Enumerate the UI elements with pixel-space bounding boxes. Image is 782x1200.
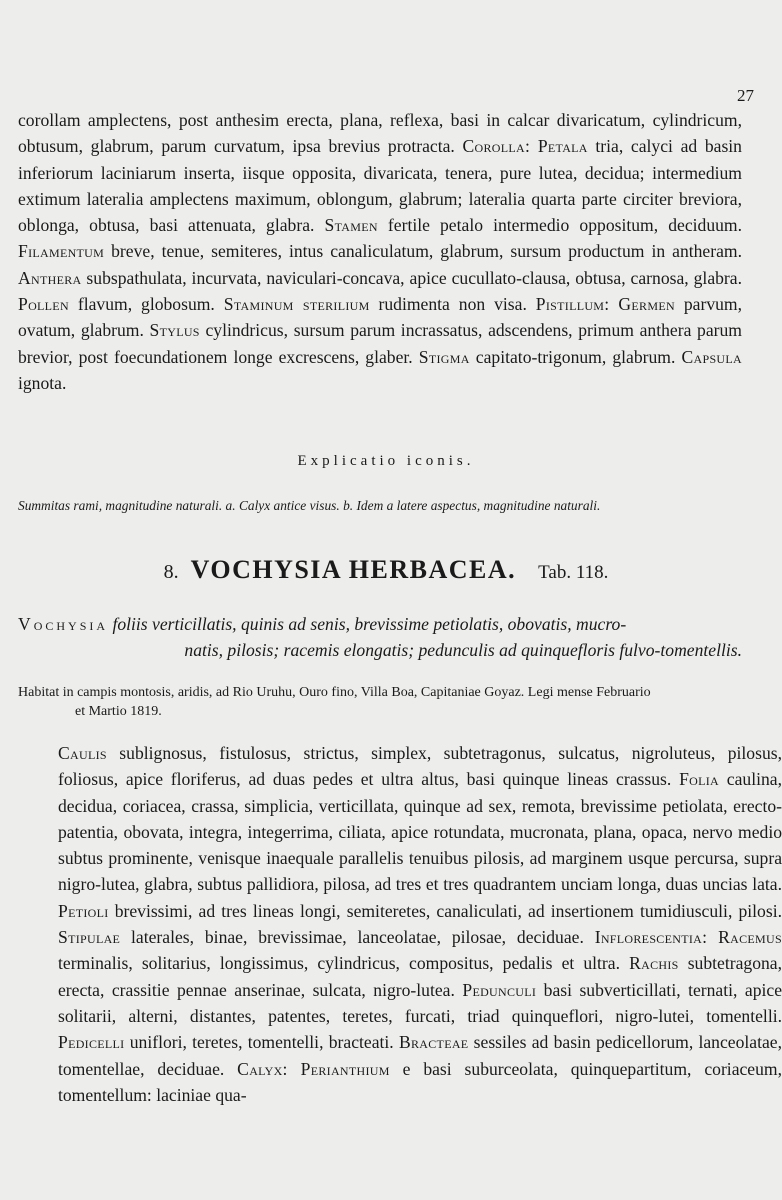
species-heading bbox=[0, 555, 772, 585]
explicatio-title: Explicatio iconis. bbox=[297, 453, 475, 469]
plate-reference: Tab. 118. bbox=[538, 562, 609, 583]
botanical-term: Pollen bbox=[18, 294, 69, 315]
botanical-term: Petioli bbox=[58, 900, 109, 921]
botanical-term: Stipulae bbox=[58, 927, 121, 948]
botanical-term: Pedunculi bbox=[462, 979, 537, 1000]
botanical-term: Petala bbox=[537, 136, 588, 157]
species-diagnosis bbox=[18, 611, 742, 663]
botanical-term: Pistillum: bbox=[535, 294, 610, 315]
botanical-term: Stamen bbox=[324, 215, 378, 236]
botanical-term: Staminum sterilium bbox=[223, 294, 370, 315]
botanical-term: Racemus bbox=[718, 927, 782, 948]
species-description: Caulis sublignosus, fistulosus, strictus, simplex, subtetragonus, sulcatus, nigroluteus, pilosus, foliosus, apice floriferus, ad duas pedes et ultra altus, basi quinque lineas crassus. Folia caulina, decidua, coriacea, crassa, simplicia, verticillata, quinque ad sex, remota, brevissime petiolata, erecto-patentia, obovata, integra, integerrima, ciliata, apice rotundata, mucronata, plana, opaca, nervo medio subtus prominente, venisque inaequale parallelis tenuibus pilosis, ad marginem usque percursa, supra nigro-lutea, glabra, subtus pallidiora, pilosa, ad tres et tres quadrantem unciam longa, duas uncias lata. Petioli brevissimi, ad tres lineas longi, semiteretes, canaliculati, ad insertionem tumidiusculi, pilosi. Stipulae laterales, binae, brevissimae, lanceolatae, pilosae, deciduae. Inflorescentia: Racemus terminalis, solitarius, longissimus, cylindricus, compositus, pedalis et ultra. Rachis subtetragona, erecta, crassitie pennae anserinae, sulcata, nigro-lutea. Pedunculi basi subverticillati, ternati, apice solitarii, alterni, distantes, patentes, teretes, furcati, triad quinqueflori, nigro-lutei, tomentelli. Pedicelli uniflori, teretes, tomentelli, bracteati. Bracteae sessiles ad basin pedicellorum, lanceolatae, tomentellae, deciduae. Calyx: Perianthium e basi suburceolata, quinquepartitum, coriaceum, tomentellum: laciniae qua- bbox=[58, 743, 782, 1105]
botanical-term: Germen bbox=[618, 294, 675, 315]
botanical-term: Corolla: bbox=[462, 136, 531, 157]
species-name: VOCHYSIA HERBACEA. bbox=[190, 555, 517, 584]
botanical-term: Perianthium bbox=[300, 1058, 390, 1079]
diagnosis-line-1: foliis verticillatis, quinis ad senis, brevissime petiolatis, obovatis, mucro- bbox=[108, 614, 627, 634]
species-number: 8. bbox=[163, 561, 179, 583]
diagnosis-genus: Vochysia bbox=[18, 614, 109, 634]
explicatio-text: Summitas rami, magnitudine naturali. a. Calyx antice visus. b. Idem a latere aspectus, magnitudine naturali. bbox=[18, 498, 601, 513]
habitat-note bbox=[18, 683, 742, 721]
diagnosis-line-2: natis, pilosis; racemis elongatis; pedunculis ad quinquefloris fulvo-tomentellis. bbox=[184, 640, 742, 660]
botanical-term: Capsula bbox=[681, 346, 742, 367]
botanical-term: Calyx: bbox=[237, 1058, 288, 1079]
botanical-term: Caulis bbox=[58, 743, 107, 763]
botanical-term: Filamentum bbox=[18, 241, 105, 262]
botanical-term: Anthera bbox=[18, 267, 82, 288]
botanical-term: Folia bbox=[679, 769, 720, 790]
page-number: 27 bbox=[737, 86, 754, 105]
botanical-term: Bracteae bbox=[398, 1032, 469, 1053]
botanical-term: Stylus bbox=[149, 320, 200, 341]
continued-description: corollam amplectens, post anthesim erecta, plana, reflexa, basi in calcar divaricatum, cylindricum, obtusum, glabrum, parum curvatum, ipsa brevius protracta. Corolla: Petala tria, calyci ad basin inferiorum laciniarum inserta, iisque opposita, divaricata, tenera, pure lutea, decidua; intermedium extimum lateralia amplectens maximum, oblongum, glabrum; lateralia quarta parte circiter breviora, oblonga, obtusa, basi attenuata, glabra. Stamen fertile petalo intermedio oppositum, deciduum. Filamentum breve, tenue, semiteres, intus canaliculatum, glabrum, sursum productum in antheram. Anthera subspathulata, incurvata, naviculari-concava, apice cucullato-clausa, obtusa, carnosa, glabra. Pollen flavum, globosum. Staminum sterilium rudimenta non visa. Pistillum: Germen parvum, ovatum, glabrum. Stylus cylindricus, sursum parum incrassatus, adscendens, primum anthera parum brevior, post foecundationem longe excrescens, glaber. Stigma capitato-trigonum, glabrum. Capsula ignota. bbox=[18, 110, 742, 393]
habitat-line-2: et Martio 1819. bbox=[75, 704, 162, 719]
botanical-term: Pedicelli bbox=[58, 1032, 125, 1053]
botanical-term: Rachis bbox=[629, 953, 679, 974]
habitat-line-1: Habitat in campis montosis, aridis, ad Rio Uruhu, Ouro fino, Villa Boa, Capitaniae Goyaz. Legi mense Februario bbox=[18, 685, 651, 700]
botanical-term: Stigma bbox=[418, 346, 470, 367]
botanical-term: Inflorescentia: bbox=[594, 927, 708, 948]
